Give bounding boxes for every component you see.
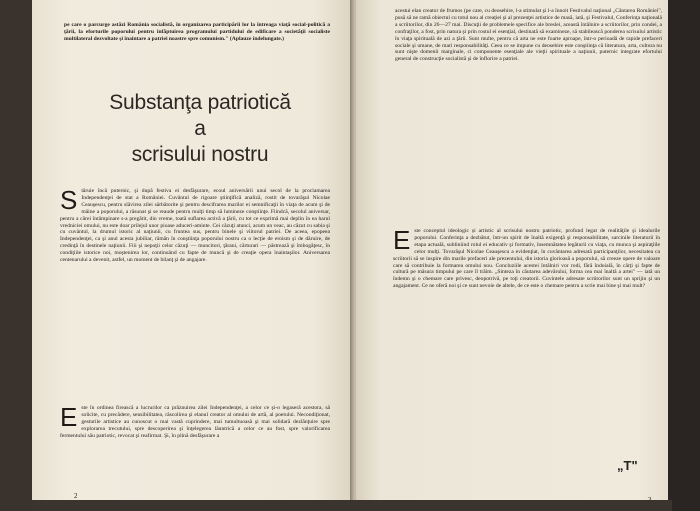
article-title — [70, 90, 330, 168]
right-body-section — [393, 228, 660, 378]
title-line-1: Substanţa patriotică — [109, 91, 291, 114]
left-body-section — [60, 188, 330, 373]
dropcap-e-right: E — [393, 228, 411, 255]
left-body-section-2 — [60, 405, 330, 495]
left-body2-text: ste în ordinea firească a lucrurilor ca prăznuirea zilei Independenţei, a celor ce şi-o legaseră acestora, să solicite, cu precădere, sensibilitatea, răscolirea şi elanul creator al omului de artă, al poetului. Necondiţionat, gesturile artistice au cunoscut o mai vastă cuprindere, mai tumultuoasă şi mai solidară dezlănţuire spre explorarea trecutului, spre descoperirea şi înţelegerea lăuntrică a celor ce au fost, spre valorificarea fermentului său patriotic, revocat şi reafirmat. Şi, în plină desfăşurare a — [60, 405, 330, 439]
right-top-text: acestui elan creator de frumos (pe care, cu deosebire, l-a stimulat şi l-a înnoit Festivalul naţional „Cântarea României", pusă să ne ramă obiectul cu totul nou al creaţiei şi al prezenţei artistice de masă, iată, şi Festivalul, Conferinţa naţională a scriitorilor, din 26—27 mai. Discuţii de problemele specifice ale breslei, această întâlnire a scriitorilor, prin condei, a confraţilor, a fost, prin natura şi prin rostul ei esenţial, destinată să examineze, să stabilească ponderea scrisului artistic în viaţa spirituală de azi a ţării. Sunt multe, pentru că arta ne este foarte aproape, într-o perioadă de rapide prefaceri sociale şi umane, de mari responsabilităţi. Ceea ce se impune cu deosebire este conştiinţa că literatura, arta, cultura nu sunt nişte domenii marginale, ci componente esenţiale ale vieţii spirituale a naţiunii, puternic integrate efortului general de construcţie socialistă şi de înflorire a patriei. — [395, 8, 662, 63]
right-top-section — [395, 8, 662, 222]
dropcap-s: S — [60, 188, 78, 215]
left-top-paragraph: pe care o parcurge astăzi România socialistă, în organizarea participării lor la întreaga viaţă social-politică a ţării, la eforturile poporului pentru înfăptuirea programului partidului de edificare a societăţii socialiste multilateral dezvoltate şi înaintare a patriei noastre spre comunism." (Aplauze îndelungate.) — [64, 22, 330, 42]
right-body-text: ste conceptul ideologic și artistic al scrisului nostru patriotic, profund legat de realităţile şi idealurile poporului. Conferinţa a dezbătut, într-un spirit de înaltă exigenţă şi responsabilitate, sarcinile literaturii în etapa actuală, subliniind rolul ei educativ şi formativ, însemnătatea legăturii cu viaţa, cu munca şi aspiraţiile celor mulţi. Tovarăşul Nicolae Ceauşescu a evidenţiat, în cuvântarea adresată participanţilor, necesitatea ca scriitorii să se inspire din marile prefaceri ale prezentului, din istoria glorioasă a poporului, să creeze opere de valoare care să contribuie la formarea omului nou. Concluziile acestei întâlniri vor rodi, fără îndoială, în cărţi şi fapte de cultură pe măsura timpului pe care îl trăim. „Sinteza în căutarea adevărului, forma cea mai înaltă a artei" — iată un îndemn şi o chemare care privesc, deopotrivă, pe toţi creatorii. Cuvintele adresate scriitorilor sunt un sprijin şi un angajament. Ce ne oferă noi şi ce sunt nevoie de altele, de ce este o chemare pentru a scrie mai bine şi mai mult? — [393, 228, 660, 290]
title-line-3: scrisului nostru — [131, 143, 269, 166]
title-line-2: a — [194, 117, 206, 140]
dropcap-e-left: E — [60, 405, 78, 432]
page-number-left: 2 — [74, 492, 78, 500]
bottom-shadow — [32, 500, 672, 511]
left-body-text: tăruie încă puternic, şi după festiva ei desfăşurare, ecoul aniversării unui secol de la proclamarea Independenţei de stat a României. Cuvântul de rigoare ştiinţifică analiză, rostit de tovarăşul Nicolae Ceauşescu, pentru slăvirea zilei sărbătorite şi pentru descifrarea marilor ei semnificaţii în viaţa de acum şi de mâine a poporului, a răsunat şi se reaude pentru mulţi timp să lumineze conştiinţe. Fiindcă, secolul aniversar, pentru a cărei întâmpinare s-a pregătit, din vreme, toată suflarea activă a ţării, cu tot ce exprimă mai deplin în ea harul vredniciei omului, nu este doar prilejul unor pioase aduceri-aminte. Cei căzuţi atunci, acum un veac, au căzut cu sabia şi cu cuvântul, la drumul istoric al naţiunii, cu fruntea sus, pentru binele şi viitorul patriei. De aceea, epopeea Independenţei, ca şi anul acesta jubiliar, rămân în conştiinţa poporului nostru ca o lecţie de eroism şi de dăruire, de credinţă în destinele naţiunii. Fiii şi nepoţii celor căzuţi — muncitori, ţărani, cărturari — păstrează şi îmbogăţesc, în condiţiile istorice noi, moştenirea lor, continuând cu fapte de muncă şi de creaţie opera înaintaşilor. Aniversarea centenarului a devenit, astfel, un moment de bilanţ şi de angajare. — [60, 188, 330, 264]
t-mark: „T" — [617, 458, 638, 473]
